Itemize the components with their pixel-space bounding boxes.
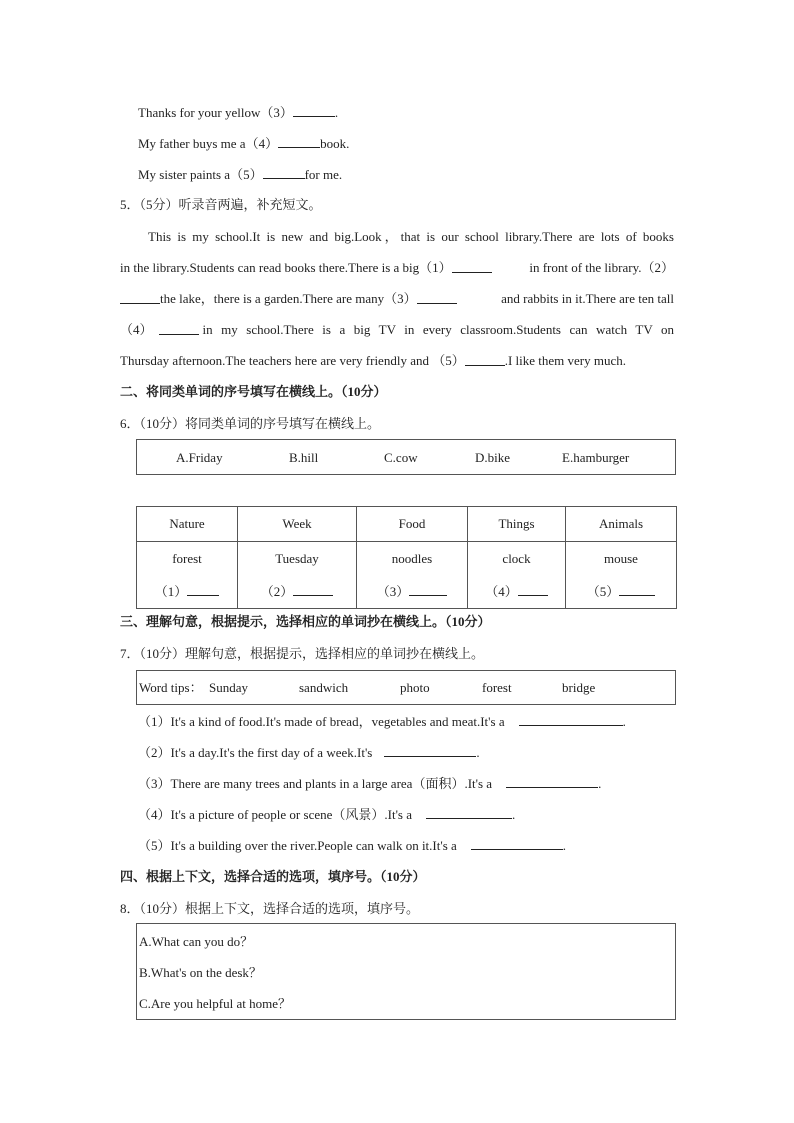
answer-blank[interactable] (278, 135, 320, 148)
answer-blank[interactable] (409, 583, 447, 596)
q5-passage-line: This is my school.It is new and big.Look，that is our school library.There are lots of books (148, 229, 674, 244)
option-c: C.cow (384, 450, 418, 465)
q5-passage-line: （4） in my school.There is a big TV in every classroom.Students can watch TV on (120, 322, 674, 337)
answer-blank[interactable] (417, 291, 457, 304)
q5-passage-line: Thursday afternoon.The teachers here are very friendly and （5） .I like them very much. (120, 353, 627, 368)
section-4-heading: 四、根据上下文，选择合适的选项，填序号。（10分） (120, 869, 426, 884)
option-a: A.Friday (176, 450, 223, 465)
table-cell: Tuesday （2） (238, 542, 357, 609)
q7-sentence-5: （5）It's a building over the river.People can walk on it.It's a . (138, 838, 567, 853)
table-cell: noodles （3） (357, 542, 468, 609)
answer-blank[interactable] (384, 744, 476, 757)
answer-blank[interactable] (426, 806, 512, 819)
q8-title: 8．（10分）根据上下文，选择合适的选项，填序号。 (120, 901, 420, 916)
word-tips-box (136, 670, 676, 705)
answer-blank[interactable] (506, 775, 598, 788)
answer-blank[interactable] (263, 166, 305, 179)
tip-word: bridge (562, 680, 596, 695)
q5-title: 5．（5分）听录音两遍，补充短文。 (120, 197, 322, 212)
q7-sentence-2: （2）It's a day.It's the first day of a week.It's . (138, 745, 480, 760)
q7-sentence-3: （3）There are many trees and plants in a large area（面积）.It's a . (138, 776, 602, 791)
option-d: D.bike (475, 450, 511, 465)
answer-blank[interactable] (159, 322, 199, 335)
header-nature: Nature (137, 507, 238, 542)
header-food: Food (357, 507, 468, 542)
answer-blank[interactable] (465, 353, 505, 366)
q4-line-3: Thanks for your yellow（3） . (138, 105, 339, 120)
answer-blank[interactable] (293, 104, 335, 117)
table-cell: mouse （5） (566, 542, 677, 609)
answer-blank[interactable] (187, 583, 219, 596)
answer-blank[interactable] (619, 583, 655, 596)
q8-options-box (136, 923, 676, 1020)
answer-blank[interactable] (518, 583, 548, 596)
answer-blank[interactable] (120, 291, 160, 304)
q8-option-b: B.What's on the desk？ (139, 965, 262, 980)
header-week: Week (238, 507, 357, 542)
section-2-heading: 二、将同类单词的序号填写在横线上。（10分） (120, 384, 387, 399)
section-3-heading: 三、理解句意，根据提示，选择相应的单词抄在横线上。（10分） (120, 614, 491, 629)
category-table (136, 506, 677, 609)
tip-word: Sunday (209, 680, 248, 695)
q7-sentence-1: （1）It's a kind of food.It's made of bread，vegetables and meat.It's a . (138, 714, 626, 729)
q5-passage-line: in the library.Students can read books there.There is a big（1） in front of the library.（2） (120, 260, 674, 275)
q5-passage-line: the lake，there is a garden.There are many（3） and rabbits in it.There are ten tall (120, 291, 674, 307)
answer-blank[interactable] (519, 713, 623, 726)
q4-line-5: My sister paints a（5） for me. (138, 167, 343, 182)
q7-sentence-4: （4）It's a picture of people or scene（风景）.It's a . (138, 807, 516, 822)
tip-word: photo (400, 680, 430, 695)
q8-option-a: A.What can you do？ (139, 934, 254, 949)
answer-blank[interactable] (471, 837, 563, 850)
answer-blank[interactable] (293, 583, 333, 596)
tip-word: forest (482, 680, 512, 695)
option-e: E.hamburger (562, 450, 630, 465)
word-tips-label: Word tips： (139, 680, 203, 695)
header-animals: Animals (566, 507, 677, 542)
word-options-box (136, 439, 676, 475)
table-cell: forest （1） (137, 542, 238, 609)
q8-option-c: C.Are you helpful at home？ (139, 996, 291, 1011)
q7-title: 7．（10分）理解句意，根据提示，选择相应的单词抄在横线上。 (120, 646, 485, 661)
table-cell: clock （4） (468, 542, 566, 609)
option-b: B.hill (289, 450, 319, 465)
q6-title: 6．（10分）将同类单词的序号填写在横线上。 (120, 416, 381, 431)
table-header-row (137, 507, 677, 542)
header-things: Things (468, 507, 566, 542)
answer-blank[interactable] (452, 260, 492, 273)
table-row (137, 542, 677, 609)
q4-line-4: My father buys me a（4） book. (138, 136, 350, 151)
tip-word: sandwich (299, 680, 349, 695)
